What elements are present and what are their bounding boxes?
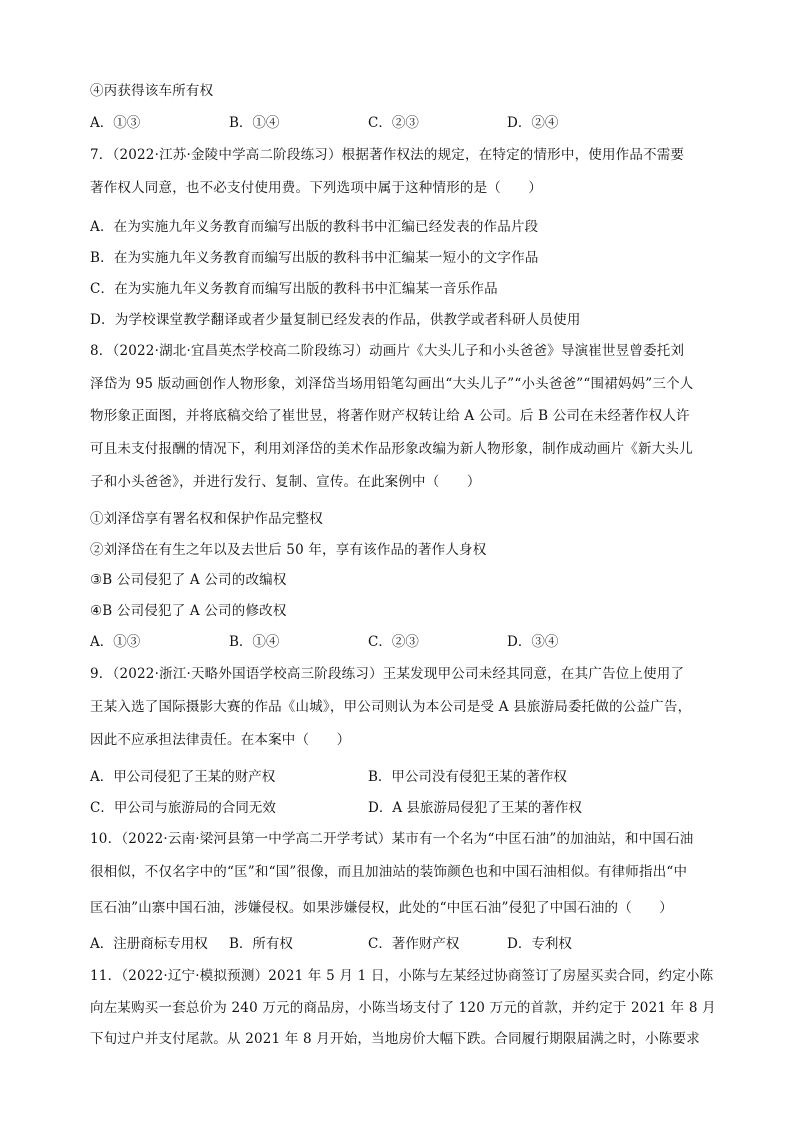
question-10-stem: 匡石油”山寨中国石油，涉嫌侵权。如果涉嫌侵权，此处的“中匡石油”侵犯了中国石油的（ ） xyxy=(90,900,674,916)
question-8-stem: 物形象正面图，并将底稿交给了崔世昱，将著作财产权转让给 A 公司。后 B 公司在未经著作权人许 xyxy=(90,408,690,424)
option-d: D．②④ xyxy=(507,115,559,131)
question-10-stem: 10．（2022·云南·梁河县第一中学高二开学考试）某市有一个名为“中匡石油”的加油站，和中国石油 xyxy=(90,831,694,847)
option-d: D．专利权 xyxy=(507,936,572,952)
question-9-stem: 9．（2022·浙江·天略外国语学校高三阶段练习）王某发现甲公司未经其同意，在其广告位上使用了 xyxy=(90,666,685,682)
question-9-stem: 王某入选了国际摄影大赛的作品《山城》，甲公司则认为本公司是受 A 县旅游局委托做的公益广告， xyxy=(90,699,692,715)
option-a: A．注册商标专用权 xyxy=(90,936,208,952)
statement-line: ②刘泽岱在有生之年以及去世后 50 年，享有该作品的著作人身权 xyxy=(90,542,487,558)
option-b: B．①④ xyxy=(229,634,280,650)
option-c: C．②③ xyxy=(368,115,419,131)
question-8-stem: 泽岱为 95 版动画创作人物形象，刘泽岱当场用铅笔勾画出“大头儿子”“小头爸爸”“围裙妈妈”三个人 xyxy=(90,376,694,392)
option-d: D．③④ xyxy=(507,634,559,650)
question-10-stem: 很相似，不仅名字中的“匡”和“国”很像，而且加油站的装饰颜色也和中国石油相似。有律师指出“中 xyxy=(90,864,688,880)
option-a: A．①③ xyxy=(90,634,141,650)
option-b: B．甲公司没有侵犯王某的著作权 xyxy=(368,769,567,785)
statement-line: ③B 公司侵犯了 A 公司的改编权 xyxy=(90,572,287,588)
question-7-option-c: C．在为实施九年义务教育而编写出版的教科书中汇编某一音乐作品 xyxy=(90,281,498,297)
option-line: ④丙获得该车所有权 xyxy=(90,83,214,99)
option-c: C．②③ xyxy=(368,634,419,650)
statement-line: ④B 公司侵犯了 A 公司的修改权 xyxy=(90,603,287,619)
statement-line: ①刘泽岱享有署名权和保护作品完整权 xyxy=(90,511,323,527)
option-c: C．甲公司与旅游局的合同无效 xyxy=(90,800,276,816)
option-b: B．①④ xyxy=(229,115,280,131)
option-b: B．所有权 xyxy=(229,936,293,952)
question-8-stem: 可且未支付报酬的情况下，利用刘泽岱的美术作品形象改编为新人物形象，制作成动画片《新大头儿 xyxy=(90,441,693,457)
question-7-option-a: A．在为实施九年义务教育而编写出版的教科书中汇编已经发表的作品片段 xyxy=(90,219,539,235)
question-11-stem: 11．（2022·辽宁·模拟预测）2021 年 5 月 1 日，小陈与左某经过协商签订了房屋买卖合同，约定小陈 xyxy=(90,968,714,984)
option-d: D．A 县旅游局侵犯了王某的著作权 xyxy=(368,800,582,816)
option-a: A．甲公司侵犯了王某的财产权 xyxy=(90,769,276,785)
question-11-stem: 下旬过户并支付尾款。从 2021 年 8 月开始，当地房价大幅下跌。合同履行期限届满之时，小陈要求 xyxy=(90,1031,700,1047)
question-9-stem: 因此不应承担法律责任。在本案中（ ） xyxy=(90,732,351,748)
question-11-stem: 向左某购买一套总价为 240 万元的商品房，小陈当场支付了 120 万元的首款，并约定于 2021 年 8 月 xyxy=(90,1000,716,1016)
question-7-stem: 著作权人同意，也不必支付使用费。下列选项中属于这种情形的是（ ） xyxy=(90,180,543,196)
question-7-option-b: B．在为实施九年义务教育而编写出版的教科书中汇编某一短小的文字作品 xyxy=(90,250,539,266)
question-7-stem: 7．（2022·江苏·金陵中学高二阶段练习）根据著作权法的规定，在特定的情形中，使用作品不需要 xyxy=(90,147,685,163)
option-c: C．著作财产权 xyxy=(368,936,460,952)
option-a: A．①③ xyxy=(90,115,141,131)
question-8-stem: 子和小头爸爸》，并进行发行、复制、宣传。在此案例中（ ） xyxy=(90,474,481,490)
question-7-option-d: D．为学校课堂教学翻译或者少量复制已经发表的作品，供教学或者科研人员使用 xyxy=(90,312,581,328)
question-8-stem: 8．（2022·湖北·宜昌英杰学校高二阶段练习）动画片《大头儿子和小头爸爸》导演崔世昱曾委托刘 xyxy=(90,343,685,359)
